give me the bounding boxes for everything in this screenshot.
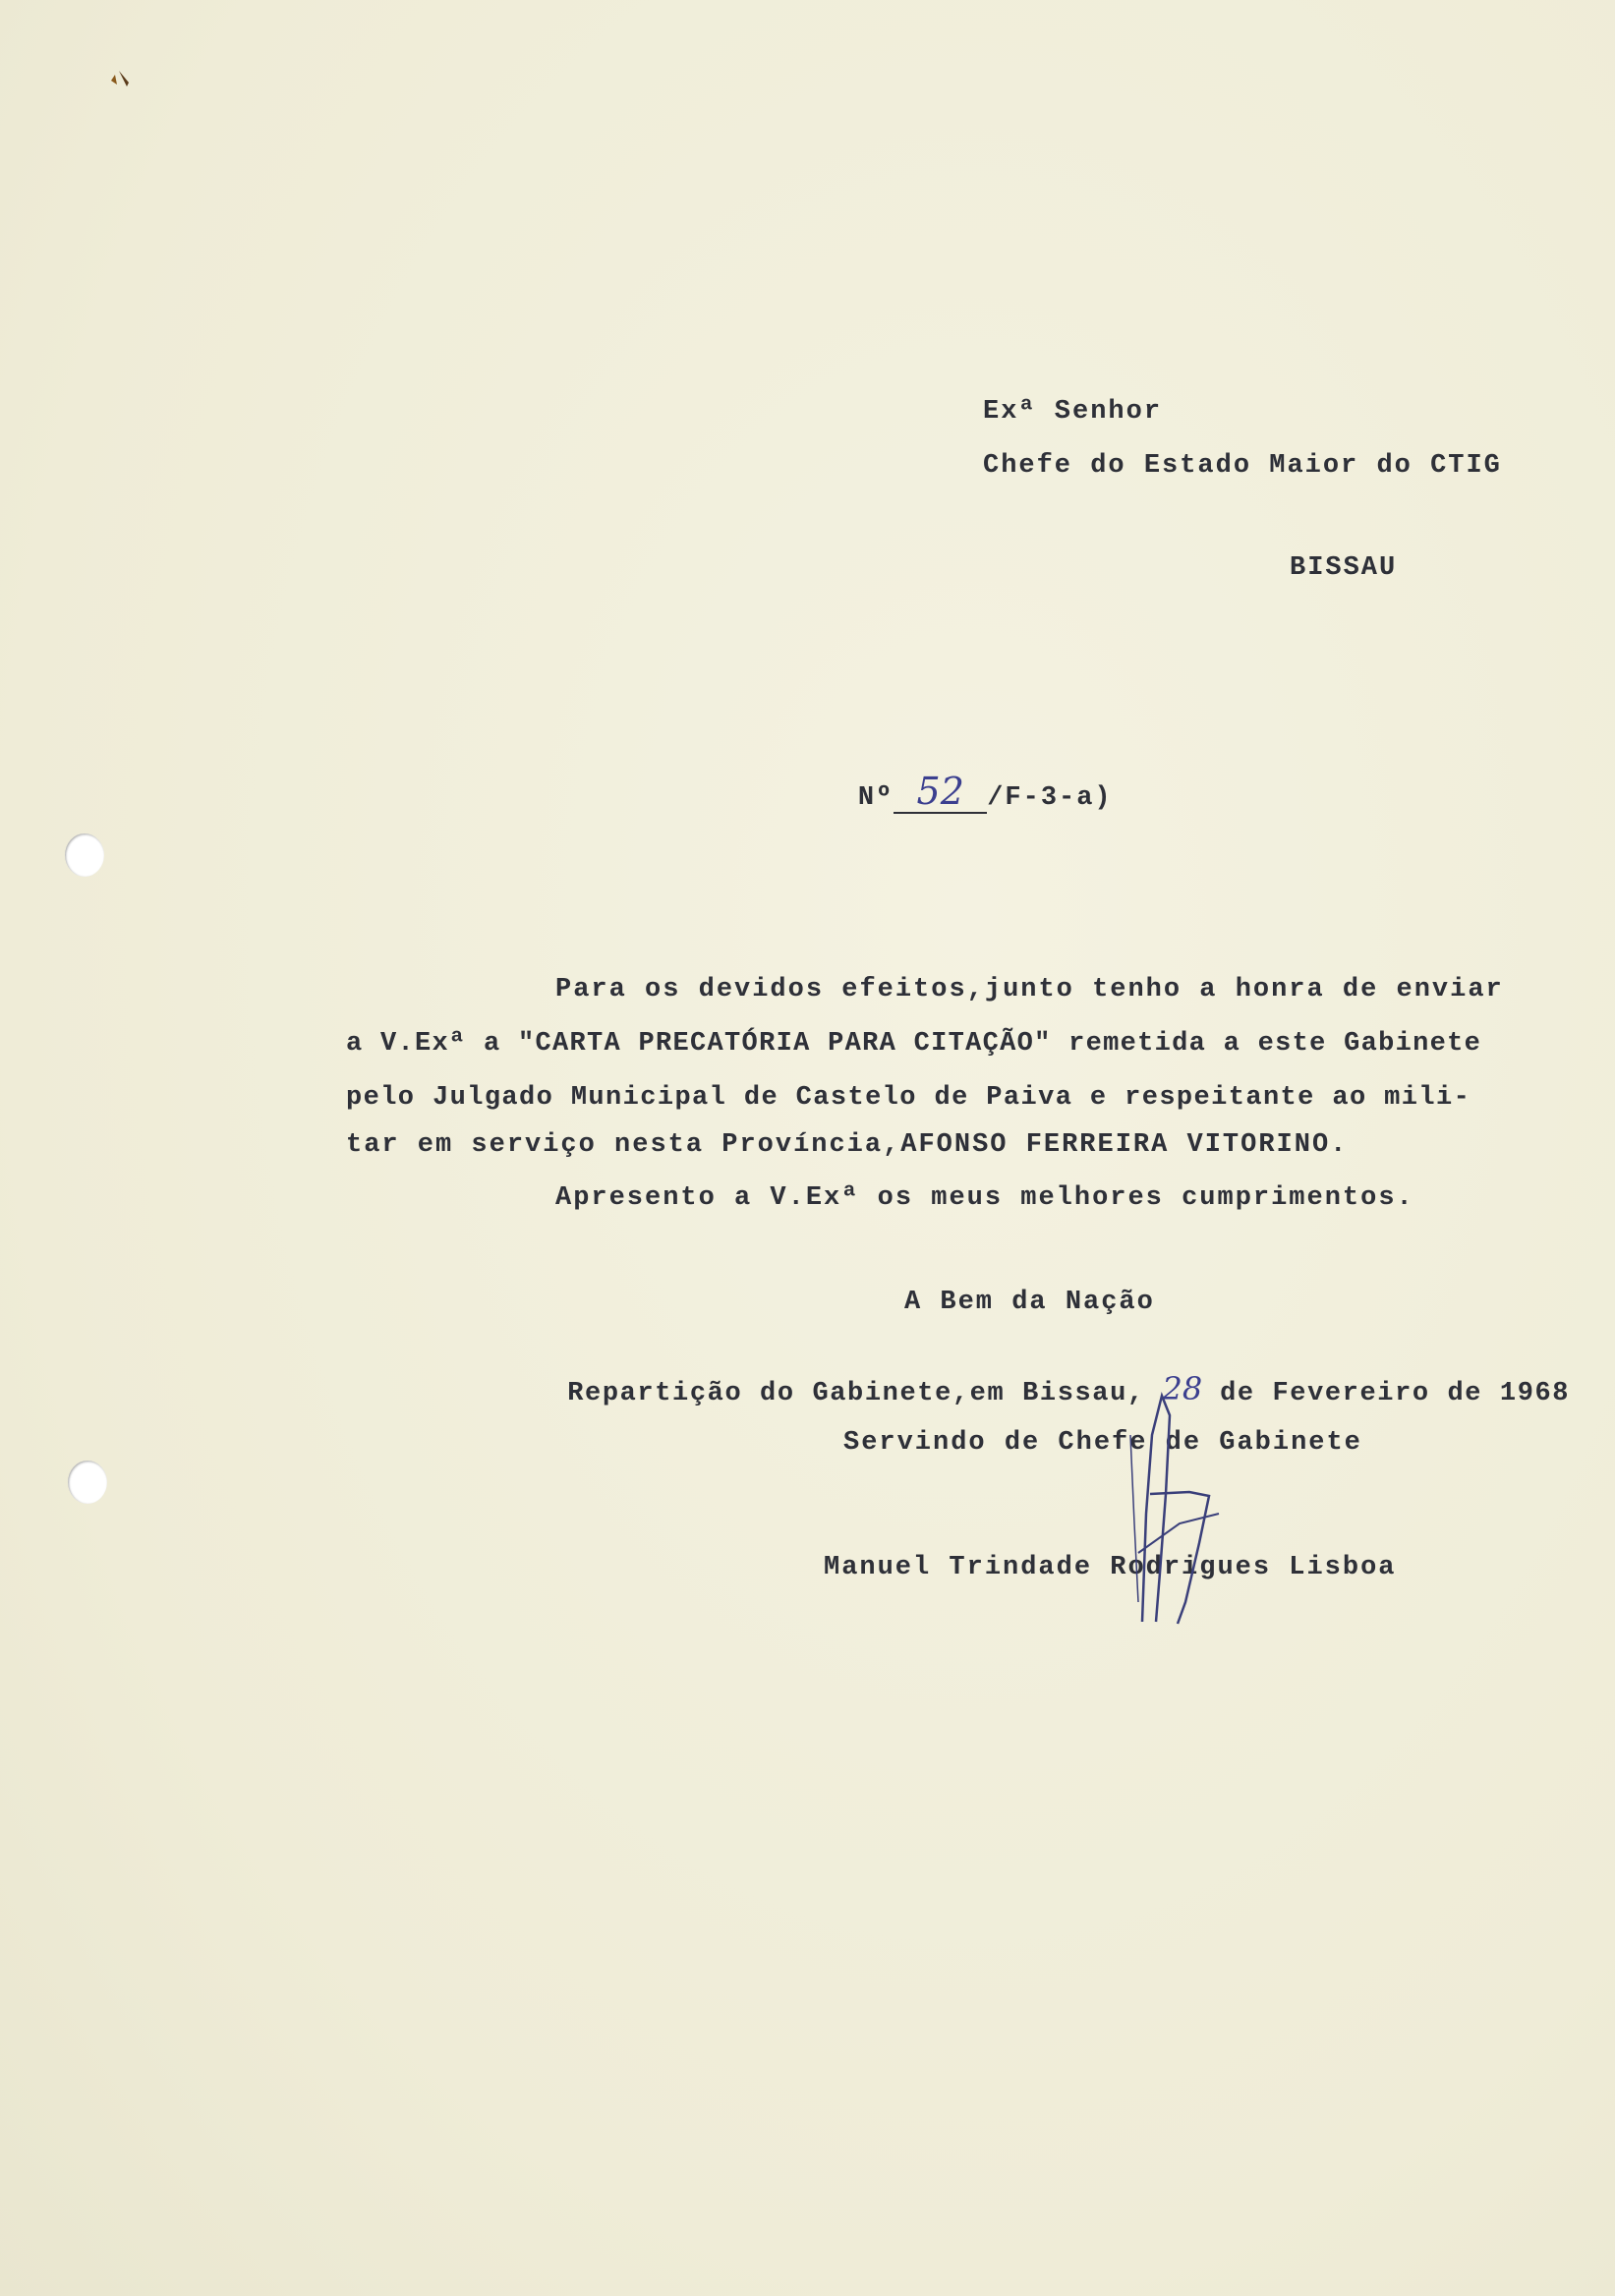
- recipient-title: Chefe do Estado Maior do CTIG: [983, 451, 1502, 481]
- punch-hole-top: [65, 833, 104, 877]
- closing-role: Servindo de Chefe de Gabinete: [843, 1428, 1362, 1458]
- reference-number-handwritten: 52: [916, 770, 964, 813]
- closing-place: Repartição do Gabinete,em Bissau,: [567, 1379, 1145, 1408]
- reference-number: [786, 743, 1113, 843]
- body-line-2: a V.Exª a "CARTA PRECATÓRIA PARA CITAÇÃO" remetida a este Gabinete: [346, 1029, 1482, 1059]
- body-line-1: Para os devidos efeitos,junto tenho a honra de enviar: [555, 975, 1504, 1004]
- reference-number-field: [894, 770, 987, 814]
- body-line-4: tar em serviço nesta Província,AFONSO FERREIRA VITORINO.: [346, 1130, 1349, 1160]
- closing-date-rest: de Fevereiro de 1968: [1220, 1379, 1571, 1408]
- body-line-3: pelo Julgado Municipal de Castelo de Paiva e respeitante ao mili-: [346, 1083, 1471, 1113]
- body-line-5: Apresento a V.Exª os meus melhores cumprimentos.: [555, 1183, 1414, 1213]
- closing-name: Manuel Trindade Rodrigues Lisboa: [824, 1553, 1397, 1582]
- closing-motto: A Bem da Nação: [904, 1288, 1155, 1317]
- recipient-city: BISSAU: [1290, 553, 1398, 583]
- closing-day-handwritten: 28: [1162, 1370, 1203, 1407]
- recipient-salutation: Exª Senhor: [983, 397, 1163, 427]
- reference-prefix: Nº: [857, 783, 894, 813]
- closing-place-date: [497, 1341, 1570, 1438]
- handwritten-signature: [1091, 1376, 1248, 1632]
- punch-hole-bottom: [68, 1461, 107, 1504]
- reference-suffix: /F-3-a): [987, 783, 1113, 813]
- ink-stain-mark: [103, 61, 143, 100]
